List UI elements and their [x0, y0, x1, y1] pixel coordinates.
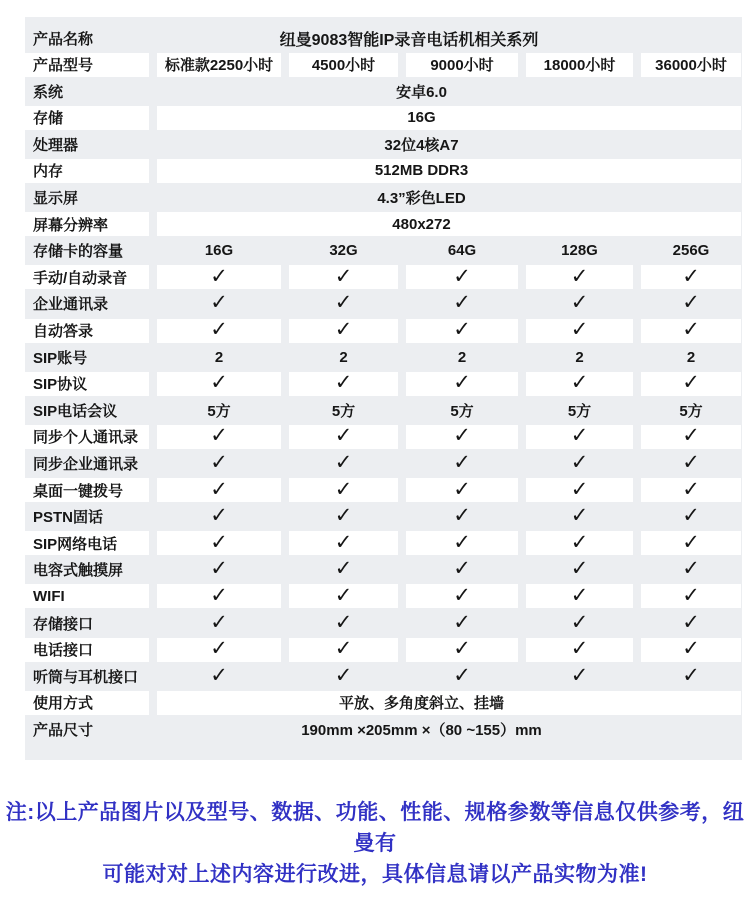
- row-value: 512MB DDR3: [157, 159, 741, 183]
- row-label: 手动/自动录音: [25, 265, 149, 289]
- cell-value: [641, 638, 741, 662]
- check-icon: ✓: [453, 371, 471, 395]
- check-icon: ✓: [682, 504, 700, 528]
- table-row: [25, 691, 742, 715]
- cell-value: 2: [214, 348, 224, 366]
- table-row: [25, 53, 742, 77]
- row-label: 存储接口: [33, 615, 94, 633]
- cell-value: [289, 425, 398, 449]
- cell-value: [406, 505, 518, 529]
- check-icon: ✓: [334, 451, 353, 474]
- check-icon: ✓: [453, 291, 471, 315]
- cell-value: [157, 292, 281, 316]
- cell-value: [406, 425, 518, 449]
- table-row: [25, 452, 742, 476]
- check-icon: ✓: [682, 265, 700, 288]
- cell-value: [289, 531, 398, 555]
- check-icon: ✓: [682, 664, 700, 687]
- check-icon: ✓: [570, 531, 589, 554]
- disclaimer-line-1: 注:以上产品图片以及型号、数据、功能、性能、规格参数等信息仅供参考，纽曼有: [5, 801, 745, 855]
- table-row: [25, 505, 742, 529]
- row-label: 听筒与耳机接口: [33, 668, 139, 686]
- check-icon: ✓: [334, 478, 353, 501]
- cell-value: 2: [339, 348, 348, 366]
- row-label: 企业通讯录: [33, 296, 109, 314]
- cell-value: [157, 531, 281, 555]
- row-label: 屏幕分辨率: [25, 212, 149, 236]
- check-icon: ✓: [210, 478, 228, 501]
- table-row: [25, 717, 742, 741]
- row-label: 同步企业通讯录: [33, 456, 139, 473]
- cell-value: [157, 372, 281, 396]
- row-label: 显示屏: [33, 190, 79, 208]
- check-icon: ✓: [682, 584, 700, 607]
- check-icon: ✓: [453, 478, 471, 501]
- table-row: [25, 611, 742, 635]
- check-icon: ✓: [210, 584, 228, 607]
- check-icon: ✓: [682, 371, 700, 395]
- cell-value: [641, 452, 741, 476]
- row-label: 产品尺寸: [33, 721, 94, 739]
- check-icon: ✓: [334, 318, 353, 342]
- cell-value: [289, 478, 398, 502]
- table-row: [25, 425, 742, 449]
- table-row: [25, 212, 742, 236]
- row-label: 产品型号: [25, 53, 149, 77]
- check-icon: ✓: [210, 504, 228, 528]
- table-row: [25, 398, 742, 422]
- check-icon: ✓: [682, 424, 700, 448]
- cell-value: [641, 292, 741, 316]
- row-label: 产品名称: [33, 30, 94, 48]
- check-icon: ✓: [682, 451, 700, 474]
- cell-value: [641, 505, 741, 529]
- check-icon: ✓: [210, 664, 228, 687]
- cell-value: [289, 372, 398, 396]
- cell-value: [406, 452, 518, 476]
- table-row: [25, 531, 742, 555]
- table-row: [25, 132, 742, 156]
- cell-value: 16G: [204, 242, 234, 260]
- table-row: [25, 664, 742, 688]
- cell-value: [406, 265, 518, 289]
- cell-value: [526, 292, 633, 316]
- table-row: [25, 159, 742, 183]
- cell-value: [289, 265, 398, 289]
- row-value: 32位4核A7: [384, 136, 459, 154]
- cell-value: [641, 531, 741, 555]
- cell-value: [157, 664, 281, 688]
- cell-value: 4500小时: [289, 53, 398, 77]
- cell-value: [406, 531, 518, 555]
- cell-value: [526, 584, 633, 608]
- cell-value: 9000小时: [406, 53, 518, 77]
- cell-value: [641, 478, 741, 502]
- check-icon: ✓: [682, 557, 700, 581]
- row-label: SIP协议: [25, 372, 149, 396]
- cell-value: 2: [457, 348, 467, 366]
- check-icon: ✓: [453, 637, 471, 661]
- row-label: WIFI: [25, 584, 149, 608]
- row-label: 同步个人通讯录: [25, 425, 149, 449]
- check-icon: ✓: [453, 265, 471, 288]
- row-label: SIP账号: [33, 349, 88, 367]
- check-icon: ✓: [570, 584, 589, 607]
- cell-value: [526, 664, 633, 688]
- check-icon: ✓: [453, 557, 471, 581]
- row-label: 系统: [33, 83, 64, 101]
- row-label: SIP网络电话: [25, 531, 149, 555]
- check-icon: ✓: [334, 637, 353, 661]
- cell-value: [289, 505, 398, 529]
- row-label: SIP电话会议: [33, 402, 118, 420]
- check-icon: ✓: [453, 318, 471, 342]
- check-icon: ✓: [210, 611, 228, 634]
- check-icon: ✓: [570, 371, 589, 395]
- check-icon: ✓: [334, 664, 353, 687]
- row-value: 平放、多角度斜立、挂墙: [157, 691, 741, 715]
- check-icon: ✓: [453, 584, 471, 607]
- cell-value: [406, 292, 518, 316]
- check-icon: ✓: [210, 637, 228, 661]
- cell-value: 5方: [207, 402, 231, 420]
- cell-value: [289, 452, 398, 476]
- cell-value: [157, 478, 281, 502]
- cell-value: [406, 319, 518, 343]
- check-icon: ✓: [210, 451, 228, 474]
- check-icon: ✓: [334, 504, 353, 528]
- check-icon: ✓: [570, 318, 589, 342]
- cell-value: [157, 558, 281, 582]
- row-label: 桌面一键拨号: [25, 478, 149, 502]
- cell-value: 36000小时: [641, 53, 741, 77]
- row-value: 4.3”彩色LED: [377, 190, 466, 208]
- cell-value: 32G: [329, 242, 358, 260]
- check-icon: ✓: [453, 664, 471, 687]
- row-label: 存储: [25, 106, 149, 130]
- cell-value: 标准款2250小时: [157, 53, 281, 77]
- spec-table: [25, 17, 742, 760]
- row-label: 存储卡的容量: [33, 243, 124, 261]
- check-icon: ✓: [570, 504, 589, 528]
- check-icon: ✓: [453, 611, 471, 634]
- cell-value: [526, 319, 633, 343]
- cell-value: 2: [575, 348, 584, 366]
- check-icon: ✓: [334, 291, 353, 315]
- cell-value: [406, 664, 518, 688]
- cell-value: [641, 558, 741, 582]
- check-icon: ✓: [453, 531, 471, 554]
- row-label: PSTN固话: [33, 509, 104, 527]
- cell-value: 5方: [679, 402, 703, 420]
- row-label: 使用方式: [25, 691, 149, 715]
- table-row: [25, 372, 742, 396]
- check-icon: ✓: [570, 451, 589, 474]
- check-icon: ✓: [210, 318, 228, 342]
- table-row: [25, 186, 742, 210]
- table-row: [25, 106, 742, 130]
- cell-value: [289, 664, 398, 688]
- check-icon: ✓: [682, 318, 700, 342]
- cell-value: [157, 452, 281, 476]
- disclaimer-line-2: 可能对对上述内容进行改进，具体信息请以产品实物为准!: [102, 863, 648, 886]
- table-row: [25, 478, 742, 502]
- check-icon: ✓: [210, 371, 228, 395]
- cell-value: [641, 265, 741, 289]
- check-icon: ✓: [570, 637, 589, 661]
- cell-value: [157, 505, 281, 529]
- row-value: 480x272: [157, 212, 741, 236]
- cell-value: [526, 452, 633, 476]
- cell-value: [157, 319, 281, 343]
- cell-value: 256G: [672, 242, 710, 260]
- check-icon: ✓: [453, 504, 471, 528]
- table-row: [25, 79, 742, 103]
- check-icon: ✓: [210, 424, 228, 448]
- cell-value: [289, 638, 398, 662]
- check-icon: ✓: [570, 291, 589, 315]
- row-value: 安卓6.0: [396, 83, 447, 101]
- cell-value: [526, 478, 633, 502]
- cell-value: [526, 531, 633, 555]
- disclaimer-note: [0, 797, 750, 890]
- cell-value: [641, 372, 741, 396]
- cell-value: [157, 584, 281, 608]
- cell-value: 2: [686, 348, 696, 366]
- check-icon: ✓: [570, 557, 589, 581]
- check-icon: ✓: [570, 611, 589, 634]
- check-icon: ✓: [334, 557, 353, 581]
- cell-value: [406, 611, 518, 635]
- check-icon: ✓: [570, 265, 589, 288]
- cell-value: [526, 558, 633, 582]
- cell-value: [526, 505, 633, 529]
- table-row: [25, 26, 742, 50]
- row-value: 16G: [157, 106, 741, 130]
- cell-value: [289, 292, 398, 316]
- check-icon: ✓: [570, 664, 589, 687]
- cell-value: [406, 584, 518, 608]
- cell-value: 128G: [561, 242, 598, 260]
- cell-value: [526, 611, 633, 635]
- table-row: [25, 319, 742, 343]
- check-icon: ✓: [210, 265, 228, 288]
- cell-value: [641, 425, 741, 449]
- cell-value: 5方: [567, 402, 592, 420]
- row-label: 电话接口: [25, 638, 149, 662]
- cell-value: 5方: [331, 402, 356, 420]
- table-row: [25, 584, 742, 608]
- check-icon: ✓: [334, 265, 353, 288]
- table-row: [25, 265, 742, 289]
- cell-value: [526, 638, 633, 662]
- cell-value: [641, 611, 741, 635]
- cell-value: [289, 558, 398, 582]
- check-icon: ✓: [334, 371, 353, 395]
- check-icon: ✓: [210, 291, 228, 315]
- check-icon: ✓: [334, 531, 353, 554]
- table-row: [25, 345, 742, 369]
- table-row: [25, 638, 742, 662]
- check-icon: ✓: [453, 424, 471, 448]
- check-icon: ✓: [682, 478, 700, 501]
- row-value: 190mm ×205mm ×（80 ~155）mm: [301, 721, 542, 739]
- check-icon: ✓: [682, 611, 700, 634]
- cell-value: [157, 265, 281, 289]
- row-label: 电容式触摸屏: [33, 562, 124, 580]
- cell-value: [157, 638, 281, 662]
- cell-value: [526, 265, 633, 289]
- table-row: [25, 239, 742, 263]
- row-label: 内存: [25, 159, 149, 183]
- cell-value: [406, 638, 518, 662]
- row-label: 自动答录: [25, 319, 149, 343]
- cell-value: [406, 558, 518, 582]
- check-icon: ✓: [334, 424, 353, 448]
- check-icon: ✓: [210, 557, 228, 581]
- cell-value: 64G: [447, 242, 477, 260]
- check-icon: ✓: [570, 478, 589, 501]
- cell-value: [641, 664, 741, 688]
- cell-value: [157, 425, 281, 449]
- cell-value: [289, 584, 398, 608]
- cell-value: [526, 372, 633, 396]
- cell-value: [406, 478, 518, 502]
- check-icon: ✓: [453, 451, 471, 474]
- cell-value: [641, 319, 741, 343]
- cell-value: [289, 319, 398, 343]
- check-icon: ✓: [210, 531, 228, 554]
- cell-value: 18000小时: [526, 53, 633, 77]
- cell-value: [526, 425, 633, 449]
- check-icon: ✓: [682, 637, 700, 661]
- table-row: [25, 558, 742, 582]
- table-row: [25, 292, 742, 316]
- row-label: 处理器: [33, 136, 79, 154]
- row-value: 纽曼9083智能IP录音电话机相关系列: [279, 31, 539, 49]
- check-icon: ✓: [682, 531, 700, 554]
- check-icon: ✓: [570, 424, 589, 448]
- check-icon: ✓: [334, 584, 353, 607]
- cell-value: [157, 611, 281, 635]
- check-icon: ✓: [334, 611, 353, 634]
- cell-value: [289, 611, 398, 635]
- cell-value: [641, 584, 741, 608]
- check-icon: ✓: [682, 291, 700, 315]
- cell-value: [406, 372, 518, 396]
- cell-value: 5方: [450, 402, 474, 420]
